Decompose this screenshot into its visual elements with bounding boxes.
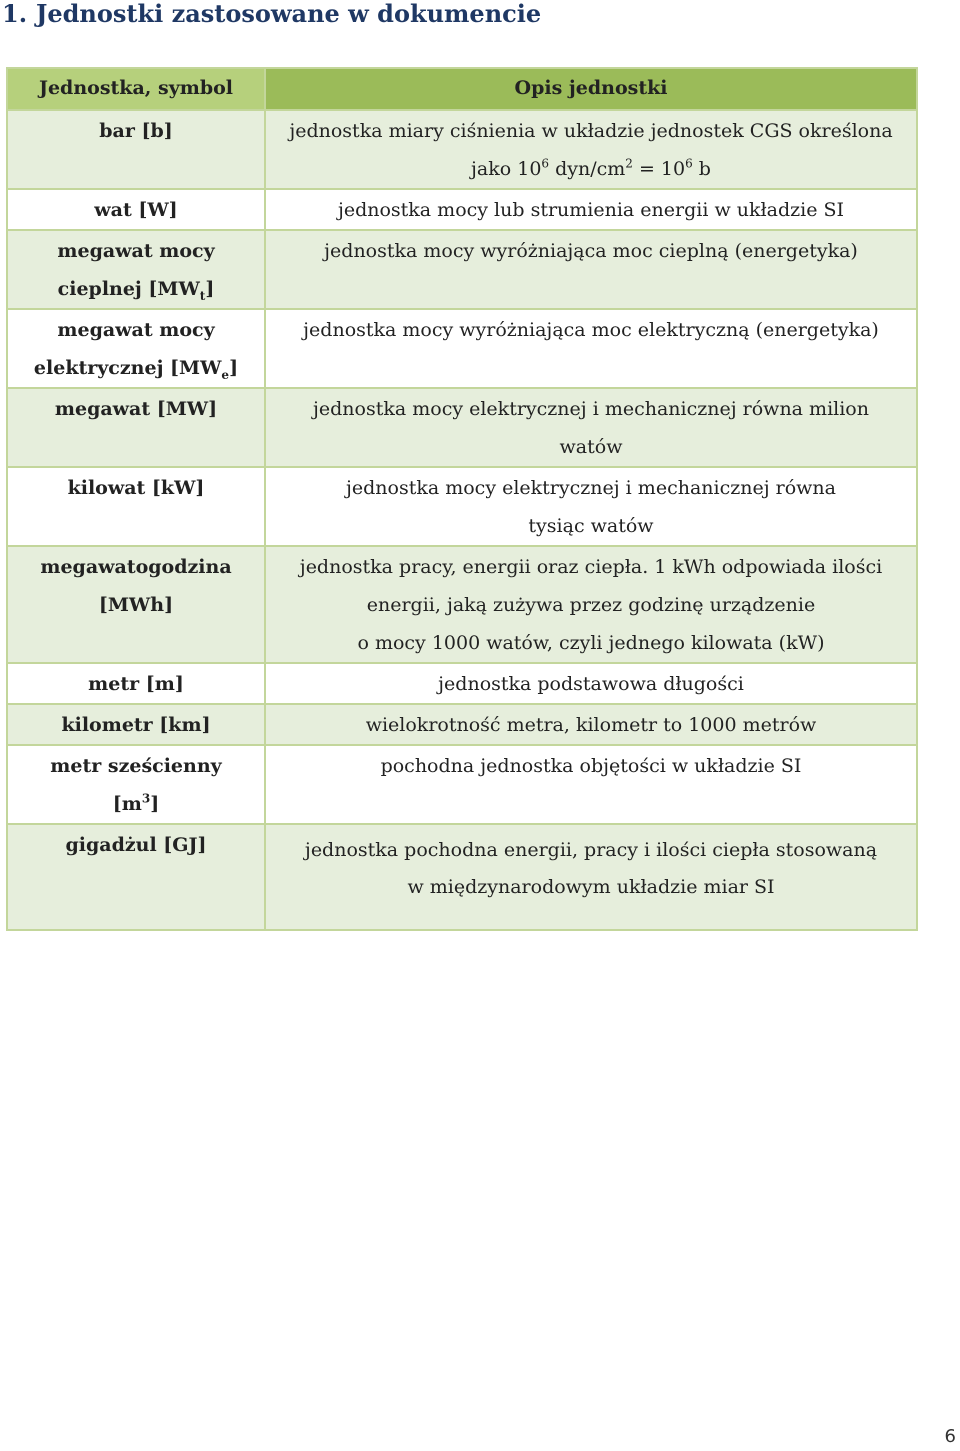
- table-row: [7, 546, 917, 663]
- unit-symbol: kilowat [kW]: [7, 467, 265, 546]
- unit-description: jednostka miary ciśnienia w układzie jednostek CGS określona jako $10^6$ dyn/$cm^2 = 10^6$ b: [265, 110, 917, 189]
- section-number: 1.: [2, 0, 28, 28]
- unit-symbol: kilometr [km]: [7, 704, 265, 745]
- column-header-unit: Jednostka, symbol: [7, 68, 265, 110]
- units-table: [6, 67, 918, 931]
- unit-description: wielokrotność metra, kilometr to 1000 metrów: [265, 704, 917, 745]
- unit-description: jednostka mocy elektrycznej i mechanicznej równa milion watów: [265, 388, 917, 467]
- unit-description: pochodna jednostka objętości w układzie SI: [265, 745, 917, 824]
- table-row: [7, 388, 917, 467]
- section-title: Jednostki zastosowane w dokumencie: [36, 0, 542, 28]
- section-heading: [0, 0, 960, 30]
- unit-symbol: megawatogodzina [MWh]: [7, 546, 265, 663]
- table-row: [7, 189, 917, 230]
- column-header-description: Opis jednostki: [265, 68, 917, 110]
- table-row: [7, 110, 917, 189]
- unit-description: jednostka mocy wyróżniająca moc elektryczną (energetyka): [265, 309, 917, 388]
- unit-description: jednostka pracy, energii oraz ciepła. 1 kWh odpowiada ilości energii, jaką zużywa przez godzinę urządzenie o mocy 1000 watów, czyli jednego kilowata (kW): [265, 546, 917, 663]
- table-row: [7, 704, 917, 745]
- table-row: [7, 663, 917, 704]
- unit-symbol: gigadżul [GJ]: [7, 824, 265, 930]
- table-header-row: [7, 68, 917, 110]
- unit-description: jednostka podstawowa długości: [265, 663, 917, 704]
- unit-description: jednostka mocy lub strumienia energii w układzie SI: [265, 189, 917, 230]
- unit-symbol: metr [m]: [7, 663, 265, 704]
- unit-symbol: wat [W]: [7, 189, 265, 230]
- unit-description: jednostka pochodna energii, pracy i ilości ciepła stosowaną w międzynarodowym układzie miar SI: [265, 824, 917, 930]
- table-row: [7, 745, 917, 824]
- unit-symbol: bar [b]: [7, 110, 265, 189]
- unit-symbol: megawat mocy cieplnej $[MW_t]$: [7, 230, 265, 309]
- unit-symbol: megawat [MW]: [7, 388, 265, 467]
- unit-symbol: metr sześcienny $[m^3]$: [7, 745, 265, 824]
- unit-symbol: megawat mocy elektrycznej $[MW_e]$: [7, 309, 265, 388]
- table-row: [7, 467, 917, 546]
- unit-description: jednostka mocy wyróżniająca moc cieplną (energetyka): [265, 230, 917, 309]
- page-number: 6: [944, 1426, 956, 1447]
- unit-description: jednostka mocy elektrycznej i mechanicznej równa tysiąc watów: [265, 467, 917, 546]
- table-row: [7, 824, 917, 930]
- table-row: [7, 309, 917, 388]
- table-row: [7, 230, 917, 309]
